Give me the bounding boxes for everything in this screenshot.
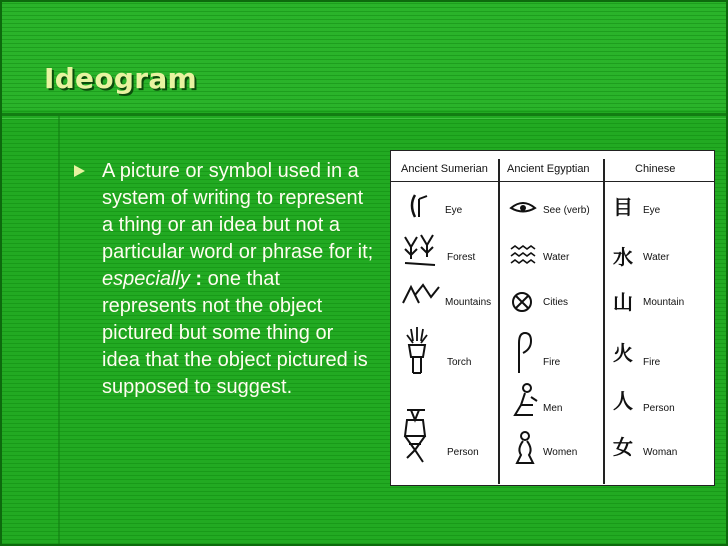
chinese-label-woman: Woman (643, 447, 678, 458)
column-divider (498, 159, 500, 484)
sumerian-label-forest: Forest (447, 252, 476, 263)
sumerian-label-mountains: Mountains (445, 297, 492, 308)
chinese-label-water: Water (643, 252, 670, 263)
egyptian-women-icon (511, 431, 539, 467)
header-sumerian: Ancient Sumerian (401, 163, 488, 175)
bullet-separator: : (189, 268, 208, 290)
column-divider (603, 159, 605, 484)
egyptian-label-water: Water (543, 252, 570, 263)
bullet-emphasis: especially (102, 268, 190, 290)
sumerian-label-eye: Eye (445, 205, 463, 216)
sumerian-torch-icon (403, 327, 433, 375)
chinese-char-water: 水 (613, 245, 633, 269)
header-chinese: Chinese (635, 163, 676, 175)
bullet-item (74, 158, 374, 401)
chinese-char-person: 人 (613, 389, 633, 413)
egyptian-label-see: See (verb) (543, 205, 590, 216)
table-header-row (391, 159, 714, 182)
egyptian-label-women: Women (543, 447, 578, 458)
sumerian-label-person: Person (447, 447, 479, 458)
egyptian-label-men: Men (543, 403, 563, 414)
sumerian-person-icon (401, 406, 431, 466)
chinese-label-person: Person (643, 403, 675, 414)
egyptian-label-cities: Cities (543, 297, 569, 308)
sumerian-forest-icon (401, 233, 439, 269)
chinese-char-mountain: 山 (613, 290, 633, 314)
ideogram-comparison-table (390, 150, 715, 486)
chinese-char-woman: 女 (613, 435, 633, 459)
egyptian-eye-icon (509, 201, 537, 215)
egyptian-fire-icon (513, 331, 535, 375)
bullet-text-part1: A picture or symbol used in a system of writing to represent a thing or an idea but not a particular word or phrase for it; (102, 160, 374, 263)
bullet-arrow-icon (74, 165, 85, 177)
chinese-label-eye: Eye (643, 205, 661, 216)
egyptian-men-icon (509, 383, 539, 419)
bullet-text-part2: one that represents not the object pictured but some thing or idea that the object pictured is supposed to suggest. (102, 268, 368, 398)
header-egyptian: Ancient Egyptian (507, 163, 590, 175)
sumerian-mountains-icon (401, 283, 441, 309)
sumerian-eye-icon (409, 193, 431, 219)
chinese-char-eye: 目 (613, 195, 633, 219)
chinese-label-mountain: Mountain (643, 297, 685, 308)
egyptian-water-icon (509, 245, 539, 267)
chinese-char-fire: 火 (613, 341, 633, 365)
bullet-text (102, 158, 374, 401)
sumerian-label-torch: Torch (447, 357, 472, 368)
slide-title: Ideogram (44, 62, 198, 95)
chinese-label-fire: Fire (643, 357, 661, 368)
egyptian-cities-icon (511, 291, 533, 313)
egyptian-label-fire: Fire (543, 357, 561, 368)
